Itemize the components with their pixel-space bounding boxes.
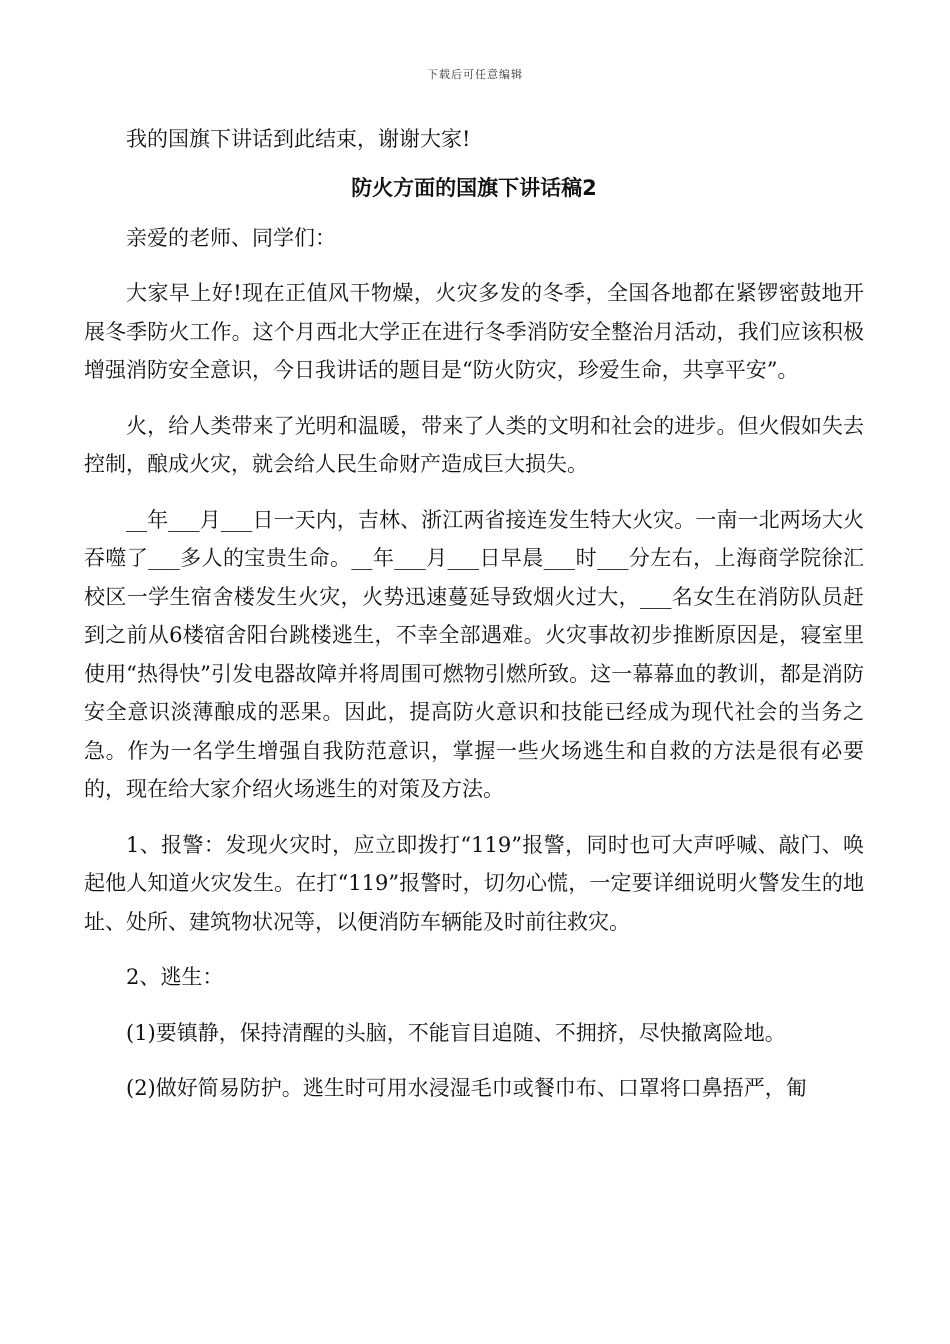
greeting: 亲爱的老师、同学们： (126, 225, 336, 250)
paragraph-escape-item-2: (2)做好简易防护。逃生时可用水浸湿毛巾或餐巾布、口罩将口鼻捂严，匍 (126, 1076, 807, 1100)
document-title: 防火方面的国旗下讲话稿2 (351, 175, 597, 200)
paragraph-fire-cases: __年___月___日一天内，吉林、浙江两省接连发生特大火灾。一南一北两场大火吞噬了___多人的宝贵生命。__年___月___日早晨___时___分左右，上海商学院徐汇校区一学生宿舍楼发生火灾，火势迅速蔓延导致烟火过大，___名女生在消防队员赶到之前从6楼宿舍阳台跳楼逃生，不幸全部遇难。火灾事故初步推断原因是，寝室里使用“热得快”引发电器故障并将周围可燃物引燃所致。这一幕幕血的教训，都是消防安全意识淡薄酿成的恶果。因此，提高防火意识和技能已经成为现代社会的当务之急。作为一名学生增强自我防范意识，掌握一些火场逃生和自救的方法是很有必要的，现在给大家介绍火场逃生的对策及方法。 (84, 507, 864, 801)
paragraph-intro: 大家早上好!现在正值风干物燥，火灾多发的冬季，全国各地都在紧锣密鼓地开展冬季防火工作。这个月西北大学正在进行冬季消防安全整治月活动，我们应该积极增强消防安全意识，今日我讲话的题目是“防火防灾，珍爱生命，共享平安”。 (84, 281, 864, 382)
paragraph-escape-heading: 2、逃生： (126, 965, 224, 989)
paragraph-fire-meaning: 火，给人类带来了光明和温暖，带来了人类的文明和社会的进步。但火假如失去控制，酿成火灾，就会给人民生命财产造成巨大损失。 (84, 413, 864, 476)
page-header-note: 下载后可任意编辑 (427, 68, 523, 81)
closing-line: 我的国旗下讲话到此结束，谢谢大家! (126, 127, 471, 151)
document-body (84, 120, 864, 1108)
paragraph-escape-item-1: (1)要镇静，保持清醒的头脑，不能盲目追随、不拥挤，尽快撤离险地。 (126, 1020, 786, 1045)
paragraph-alarm: 1、报警：发现火灾时，应立即拨打“119”报警，同时也可大声呼喊、敲门、唤起他人知道火灾发生。在打“119”报警时，切勿心慌，一定要详细说明火警发生的地址、处所、建筑物状况等，以便消防车辆能及时前往救灾。 (84, 832, 864, 934)
